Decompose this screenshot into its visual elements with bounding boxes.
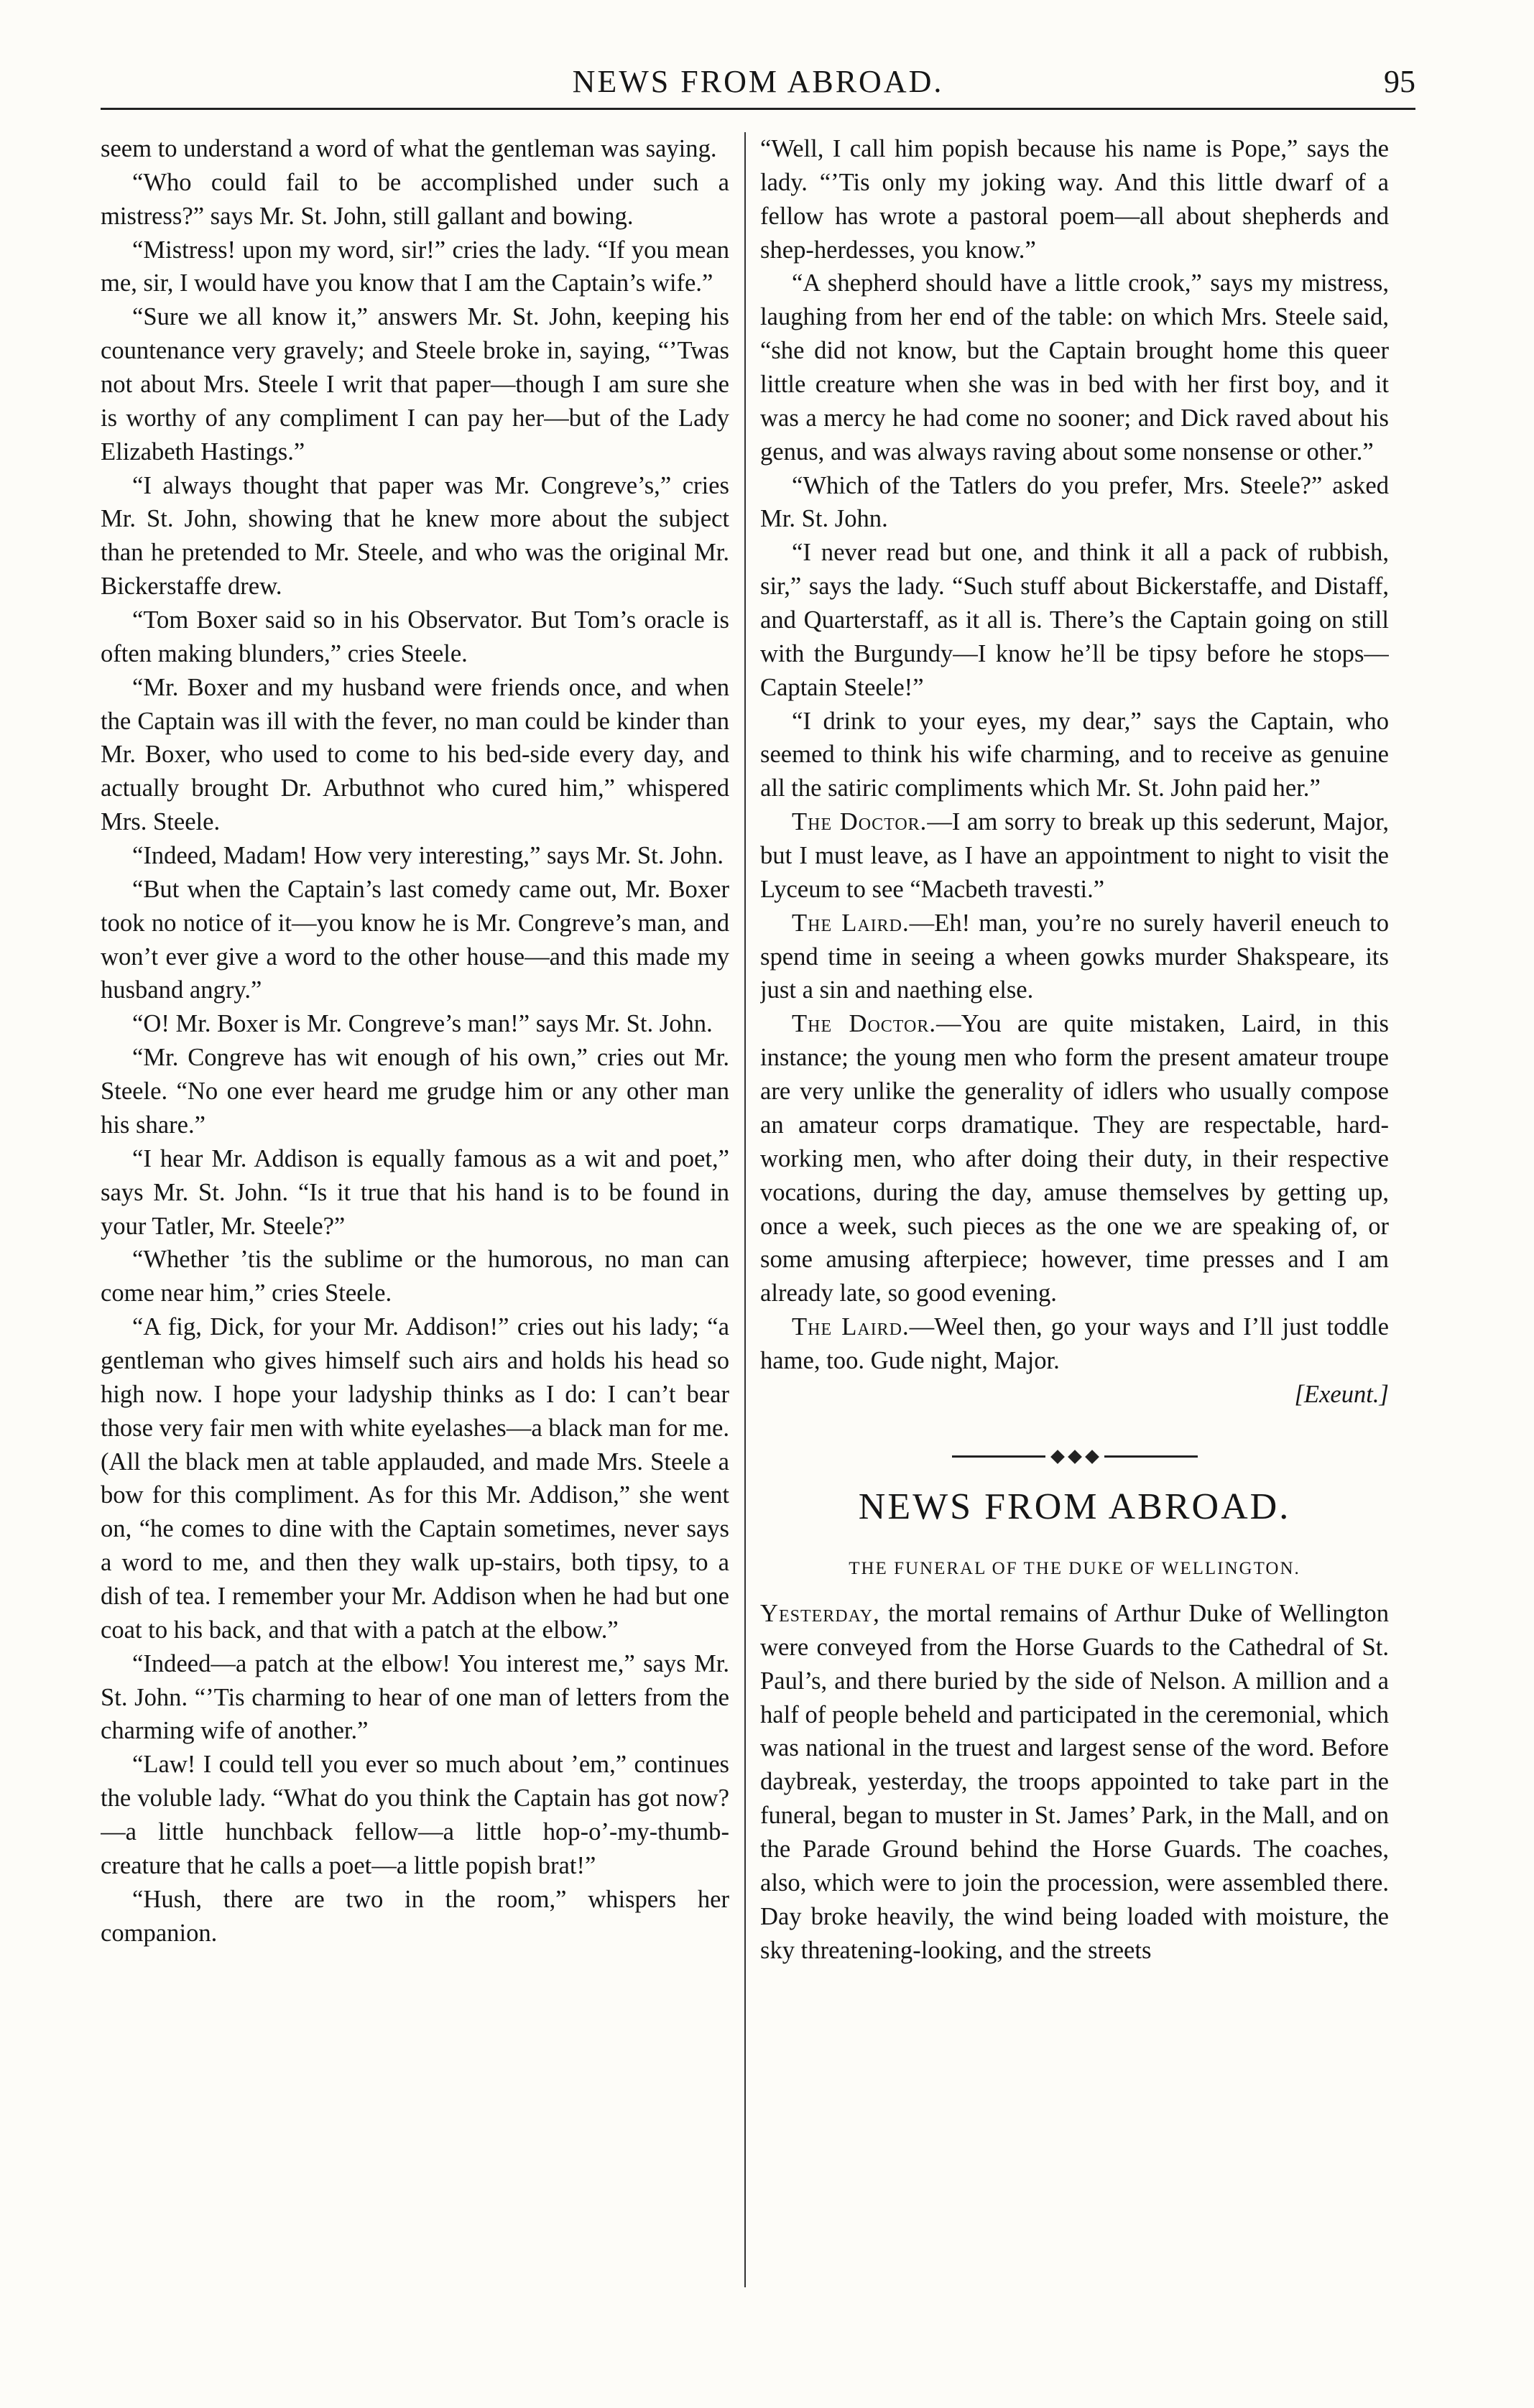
dialogue-paragraph	[760, 705, 1389, 806]
paragraph: “But when the Captain’s last comedy came out, Mr. Boxer took no notice of it—you know he is Mr. Congreve’s man, and won’t ever give a word to the other house—and this made my husband angry.”	[101, 875, 729, 1004]
dialogue-text: “I drink to your eyes, my dear,” says the Captain, who seemed to think his wife charming, and to receive as genuine all the satiric compliments which Mr. St. John paid her.”	[760, 707, 1389, 802]
paragraph: “Mistress! upon my word, sir!” cries the lady. “If you mean me, sir, I would have you know that I am the Captain’s wife.”	[101, 236, 729, 297]
paragraph: “Whether ’tis the sublime or the humorous, no man can come near him,” cries Steele.	[101, 1246, 729, 1307]
lead-word: Yesterday,	[760, 1599, 880, 1627]
right-column	[760, 132, 1389, 2294]
paragraph: “Tom Boxer said so in his Observator. But Tom’s oracle is often making blunders,” cries Steele.	[101, 606, 729, 667]
dialogue-paragraph	[760, 132, 1389, 267]
running-title: NEWS FROM ABROAD.	[572, 64, 944, 99]
dialogue-paragraph	[760, 907, 1389, 1008]
paragraph: “Sure we all know it,” answers Mr. St. John, keeping his countenance very gravely; and Steele broke in, saying, “’Twas not about Mrs. Steele I writ that paper—though I am sure she is worthy of any compliment I can pay her—but of the Lady Elizabeth Hastings.”	[101, 303, 729, 466]
paragraph: “O! Mr. Boxer is Mr. Congreve’s man!” says Mr. St. John.	[132, 1010, 713, 1038]
paragraph: “Mr. Congreve has wit enough of his own,” cries out Mr. Steele. “No one ever heard me grudge him or any other man his share.”	[101, 1044, 729, 1139]
section-title: NEWS FROM ABROAD.	[858, 1486, 1291, 1527]
paragraph: “Law! I could tell you ever so much about ’em,” continues the voluble lady. “What do you think the Captain has got now?—a little hunchback fellow—a little hop-o’-my-thumb-creature that he calls a poet—a little popish brat!”	[101, 1751, 729, 1879]
article-text: the mortal remains of Arthur Duke of Wellington were conveyed from the Horse Guards to the Cathedral of St. Paul’s, and there buried by the side of Nelson. A million and a half of people beheld and participated in the ceremonial, which was national in the truest and largest sense of the word. Before daybreak, yesterday, the troops appointed to take part in the funeral, began to muster in St. James’ Park, in the Mall, and on the Parade Ground behind the Horse Guards. The coaches, also, which were to join the procession, were assembled there. Day broke heavily, the wind being loaded with moisture, the sky threatening-looking, and the streets	[760, 1599, 1389, 1964]
section-ornament	[760, 1452, 1389, 1462]
dialogue-paragraph	[760, 267, 1389, 468]
paragraph: seem to understand a word of what the gentleman was saying.	[101, 135, 717, 162]
section-subtitle: THE FUNERAL OF THE DUKE OF WELLINGTON.	[849, 1559, 1300, 1579]
running-head	[101, 63, 1415, 110]
paragraph: “Hush, there are two in the room,” whispers her companion.	[101, 1885, 729, 1947]
page-number: 95	[1384, 64, 1415, 99]
paragraph: “A fig, Dick, for your Mr. Addison!” cries out his lady; “a gentleman who gives himself such airs and holds his head so high now. I hope your ladyship thinks as I do: I can’t bear those very fair men with white eyelashes—a black man for me. (All the black men at table applauded, and made Mrs. Steele a bow for this compliment. As for this Mr. Addison,” she went on, “he comes to dine with the Captain sometimes, never says a word to me, and then they walk up-stairs, both tipsy, to a dish of tea. I remember your Mr. Addison when he had but one coat to his back, and that with a patch at the elbow.”	[101, 1313, 729, 1644]
dialogue-text: “Which of the Tatlers do you prefer, Mrs. Steele?” asked Mr. St. John.	[760, 471, 1389, 533]
speaker-name: The Laird.	[792, 909, 910, 937]
paragraph: “Indeed, Madam! How very interesting,” says Mr. St. John.	[132, 842, 724, 870]
ornament-diamond	[1050, 1450, 1065, 1464]
paragraph: “Mr. Boxer and my husband were friends once, and when the Captain was ill with the fever, no man could be kinder than Mr. Boxer, who used to come to his bed-side every day, and actually brought Dr. Arbuthnot who cured him,” whispered Mrs. Steele.	[101, 673, 729, 836]
left-column	[101, 132, 729, 2294]
ornament-diamond	[1068, 1450, 1082, 1464]
dialogue-paragraph	[760, 1007, 1389, 1310]
paragraph: “Who could fail to be accomplished under such a mistress?” says Mr. St. John, still gallant and bowing.	[101, 168, 729, 230]
paragraph: “I always thought that paper was Mr. Congreve’s,” cries Mr. St. John, showing that he knew more about the subject than he pretended to Mr. Steele, and who was the original Mr. Bickerstaffe drew.	[101, 471, 729, 601]
dialogue-text: —You are quite mistaken, Laird, in this instance; the young men who form the present amateur troupe are very unlike the generality of idlers who usually compose an amateur corps dramatique. They are respectable, hard-working men, who after doing their duty, in their respective vocations, during the day, amuse themselves by getting up, once a week, such pieces as the one we are speaking of, or some amusing afterpiece; however, time presses and I am already late, so good evening.	[760, 1010, 1389, 1307]
speaker-name: The Doctor.	[792, 808, 928, 836]
ornament-diamond	[1085, 1450, 1099, 1464]
paragraph: “Indeed—a patch at the elbow! You interest me,” says Mr. St. John. “’Tis charming to hear of one man of letters from the charming wife of another.”	[101, 1649, 729, 1745]
paragraph: “I hear Mr. Addison is equally famous as a wit and poet,” says Mr. St. John. “Is it true that his hand is to be found in your Tatler, Mr. Steele?”	[101, 1144, 729, 1240]
speaker-name: The Doctor.	[792, 1010, 936, 1038]
dialogue-paragraph	[760, 805, 1389, 907]
dialogue-text: “I never read but one, and think it all a pack of rubbish, sir,” says the lady. “Such stuff about Bickerstaffe, and Distaff, and Quarterstaff, as it all is. There’s the Captain going on still with the Burgundy—I know he’ll be tipsy before he stops—Captain Steele!”	[760, 539, 1389, 701]
stage-direction: [Exeunt.]	[1294, 1380, 1389, 1408]
dialogue-paragraph	[760, 1310, 1389, 1378]
dialogue-text: —I am sorry to break up this sederunt, Major, but I must leave, as I have an appointment to night to visit the Lyceum to see “Macbeth travesti.”	[760, 808, 1389, 903]
dialogue-text: “Well, I call him popish because his name is Pope,” says the lady. “’Tis only my joking way. And this little dwarf of a fellow has wrote a pastoral poem—all about shepherds and shep-herdesses, you know.”	[760, 135, 1389, 264]
article-paragraph	[760, 1597, 1389, 1967]
speaker-name: The Laird.	[792, 1313, 910, 1341]
dialogue-text: —Eh! man, you’re no surely haveril eneuch to spend time in seeing a wheen gowks murder Shakspeare, its just a sin and naething else.	[760, 909, 1389, 1004]
ornament-rule	[952, 1455, 1045, 1458]
column-rule	[744, 132, 746, 2287]
dialogue-paragraph	[760, 469, 1389, 537]
dialogue-text: “A shepherd should have a little crook,” says my mistress, laughing from her end of the table: on which Mrs. Steele said, “she did not know, but the Captain brought home this queer little creature when she was in bed with her first boy, and it was a mercy he had come no sooner; and Dick raved about his genus, and was always raving about some nonsense or other.”	[760, 269, 1389, 466]
dialogue-text: —Weel then, go your ways and I’ll just toddle hame, too. Gude night, Major.	[760, 1313, 1389, 1374]
dialogue-paragraph	[760, 536, 1389, 704]
ornament-rule	[1104, 1455, 1198, 1458]
